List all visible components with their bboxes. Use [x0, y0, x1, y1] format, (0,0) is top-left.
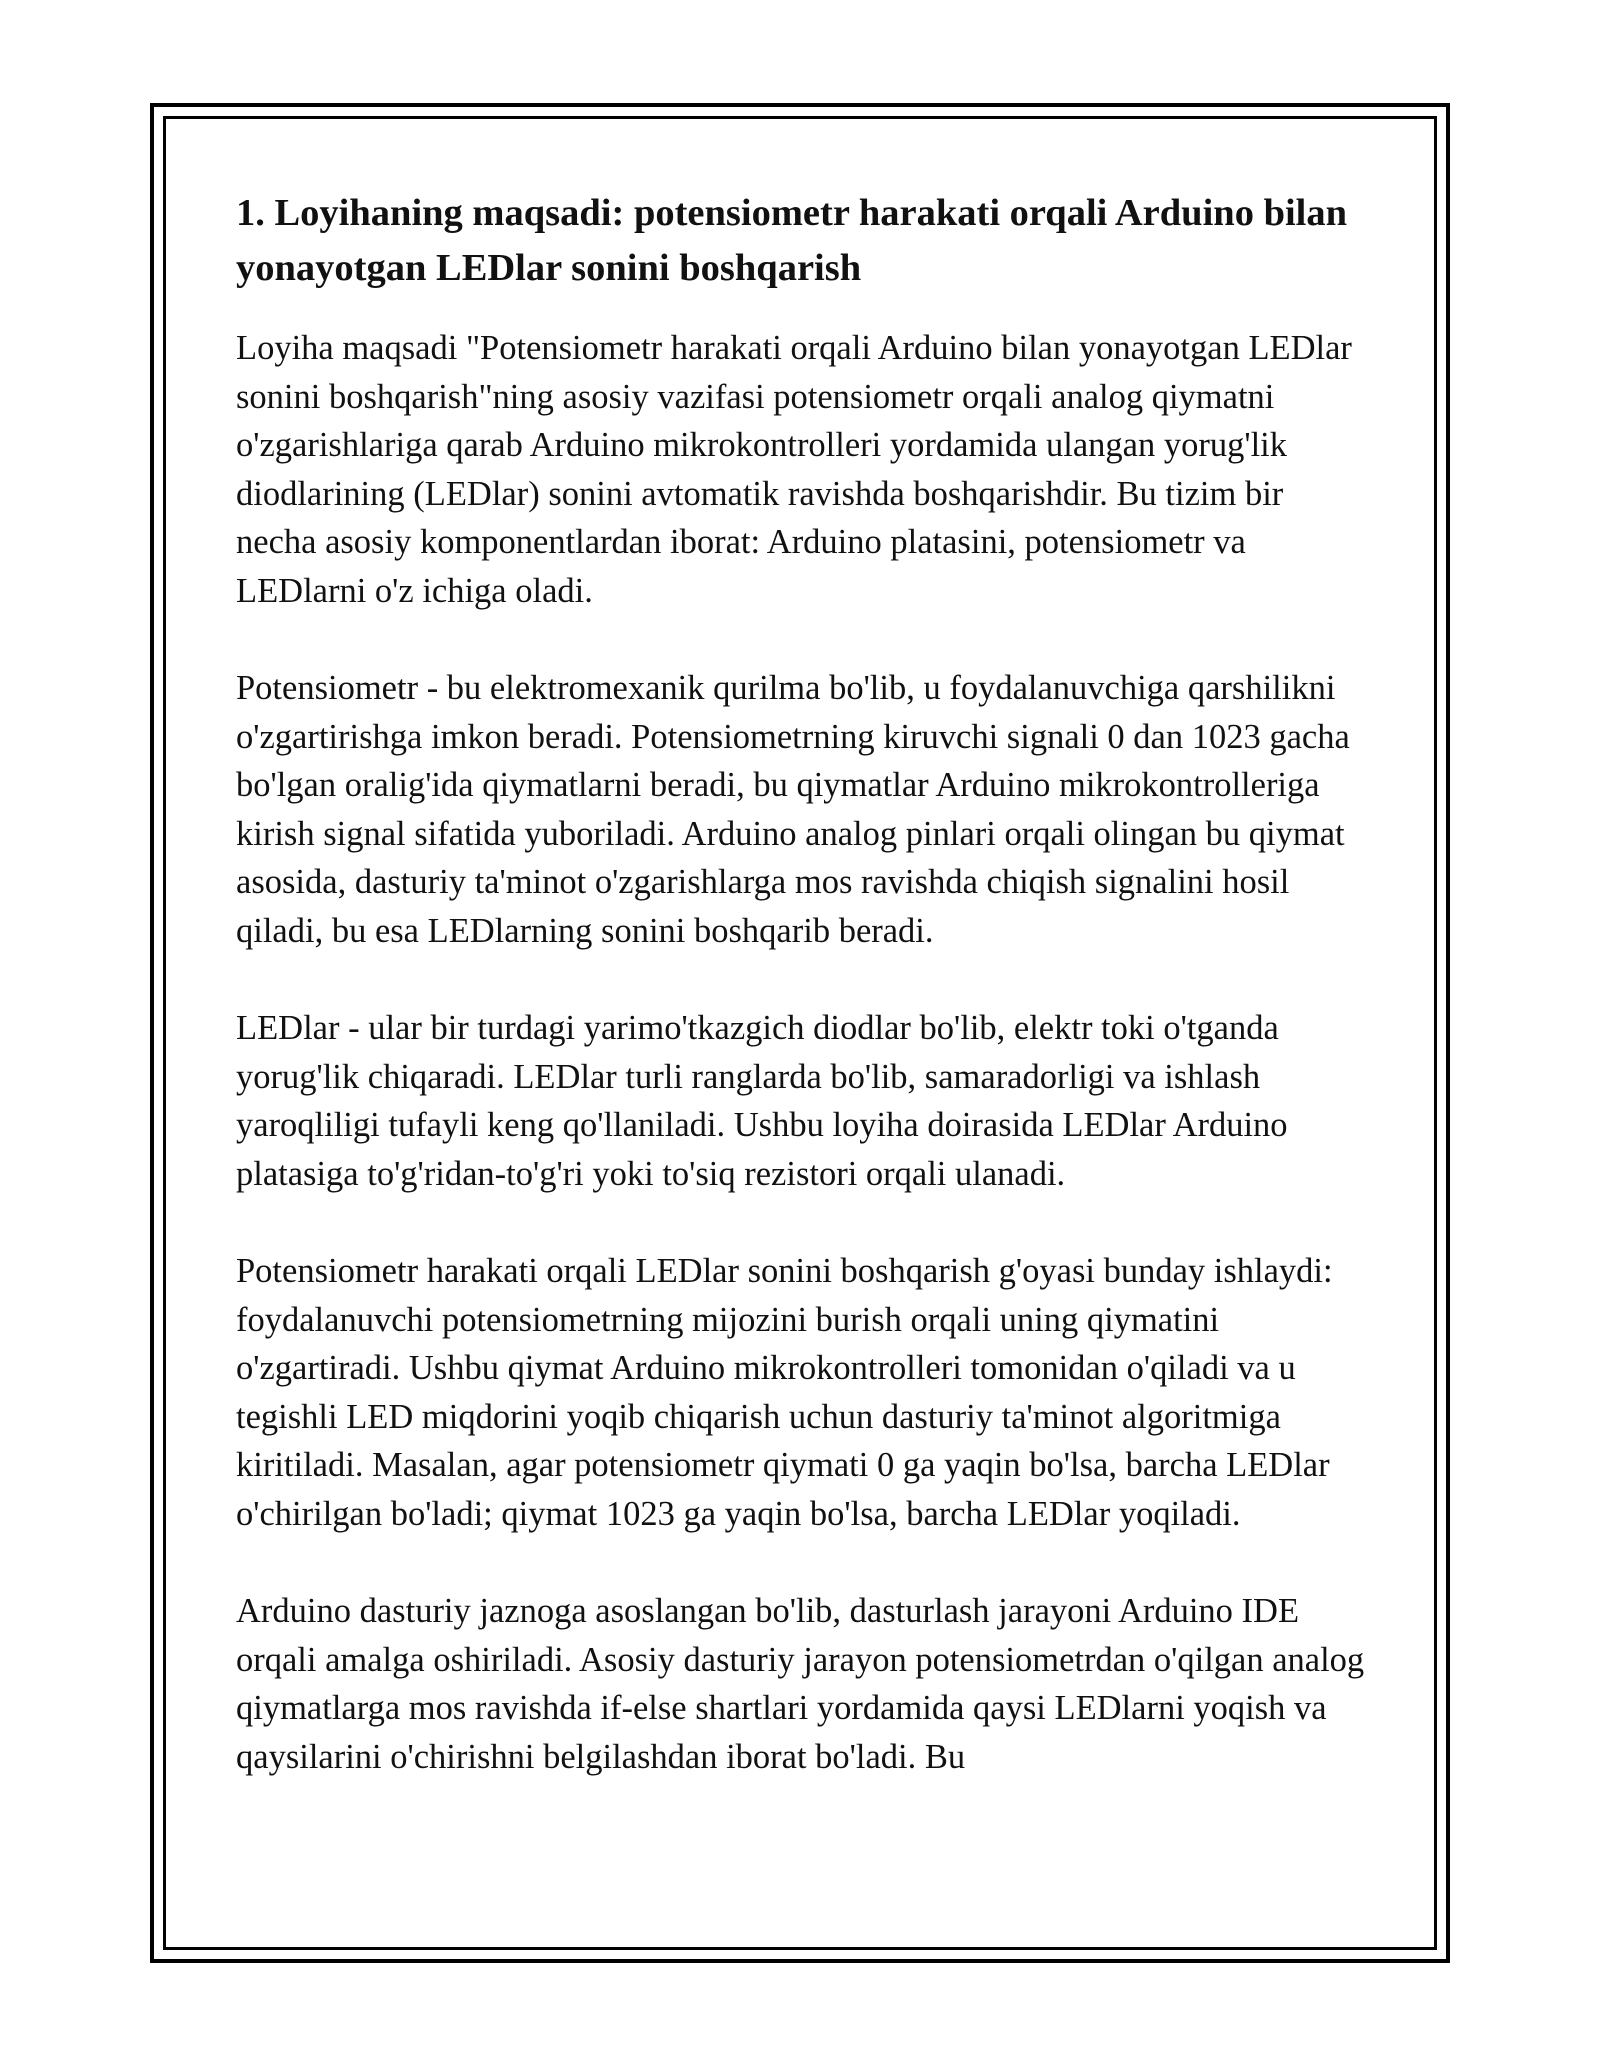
paragraph-arduino-software: Arduino dasturiy jaznoga asoslangan bo'lib, dasturlash jarayoni Arduino IDE orqali amalga oshiriladi. Asosiy dasturiy jarayon potensiometrdan o'qilgan analog qiymatlarga mos ravishda if-else shartlari yordamida qaysi LEDlarni yoqish va qaysilarini o'chirishni belgilashdan iborat bo'ladi. Bu	[236, 1592, 1365, 1776]
paragraph-control-idea: Potensiometr harakati orqali LEDlar sonini boshqarish g'oyasi bunday ishlaydi: foydalanuvchi potensiometrning mijozini burish orqali uning qiymatini o'zgartiradi. Ushbu qiymat Arduino mikrokontrolleri tomonidan o'qiladi va u tegishli LED miqdorini yoqib chiqarish uchun dasturiy ta'minot algoritmiga kiritiladi. Masalan, agar potensiometr qiymati 0 ga yaqin bo'lsa, barcha LEDlar o'chirilgan bo'ladi; qiymat 1023 ga yaqin bo'lsa, barcha LEDlar yoqiladi.	[236, 1252, 1333, 1533]
document-body	[236, 186, 1372, 1781]
section-heading: 1. Loyihaning maqsadi: potensiometr harakati orqali Arduino bilan yonayotgan LEDlar sonini boshqarish	[236, 192, 1348, 289]
paragraph-project-goal: Loyiha maqsadi "Potensiometr harakati orqali Arduino bilan yonayotgan LEDlar sonini boshqarish"ning asosiy vazifasi potensiometr orqali analog qiymatni o'zgarishlariga qarab Arduino mikrokontrolleri yordamida ulangan yorug'lik diodlarining (LEDlar) sonini avtomatik ravishda boshqarishdir. Bu tizim bir necha asosiy komponentlardan iborat: Arduino platasini, potensiometr va LEDlarni o'z ichiga oladi.	[236, 329, 1352, 610]
paragraph-potentiometer: Potensiometr - bu elektromexanik qurilma bo'lib, u foydalanuvchiga qarshilikni o'zgartirishga imkon beradi. Potensiometrning kiruvchi signali 0 dan 1023 gacha bo'lgan oralig'ida qiymatlarni beradi, bu qiymatlar Arduino mikrokontrolleriga kirish signal sifatida yuboriladi. Arduino analog pinlari orqali olingan bu qiymat asosida, dasturiy ta'minot o'zgarishlarga mos ravishda chiqish signalini hosil qiladi, bu esa LEDlarning sonini boshqarib beradi.	[236, 669, 1350, 950]
paragraph-leds: LEDlar - ular bir turdagi yarimo'tkazgich diodlar bo'lib, elektr toki o'tganda yorug'lik chiqaradi. LEDlar turli ranglarda bo'lib, samaradorligi va ishlash yaroqliligi tufayli keng qo'llaniladi. Ushbu loyiha doirasida LEDlar Arduino platasiga to'g'ridan-to'g'ri yoki to'siq rezistori orqali ulanadi.	[236, 1009, 1288, 1193]
